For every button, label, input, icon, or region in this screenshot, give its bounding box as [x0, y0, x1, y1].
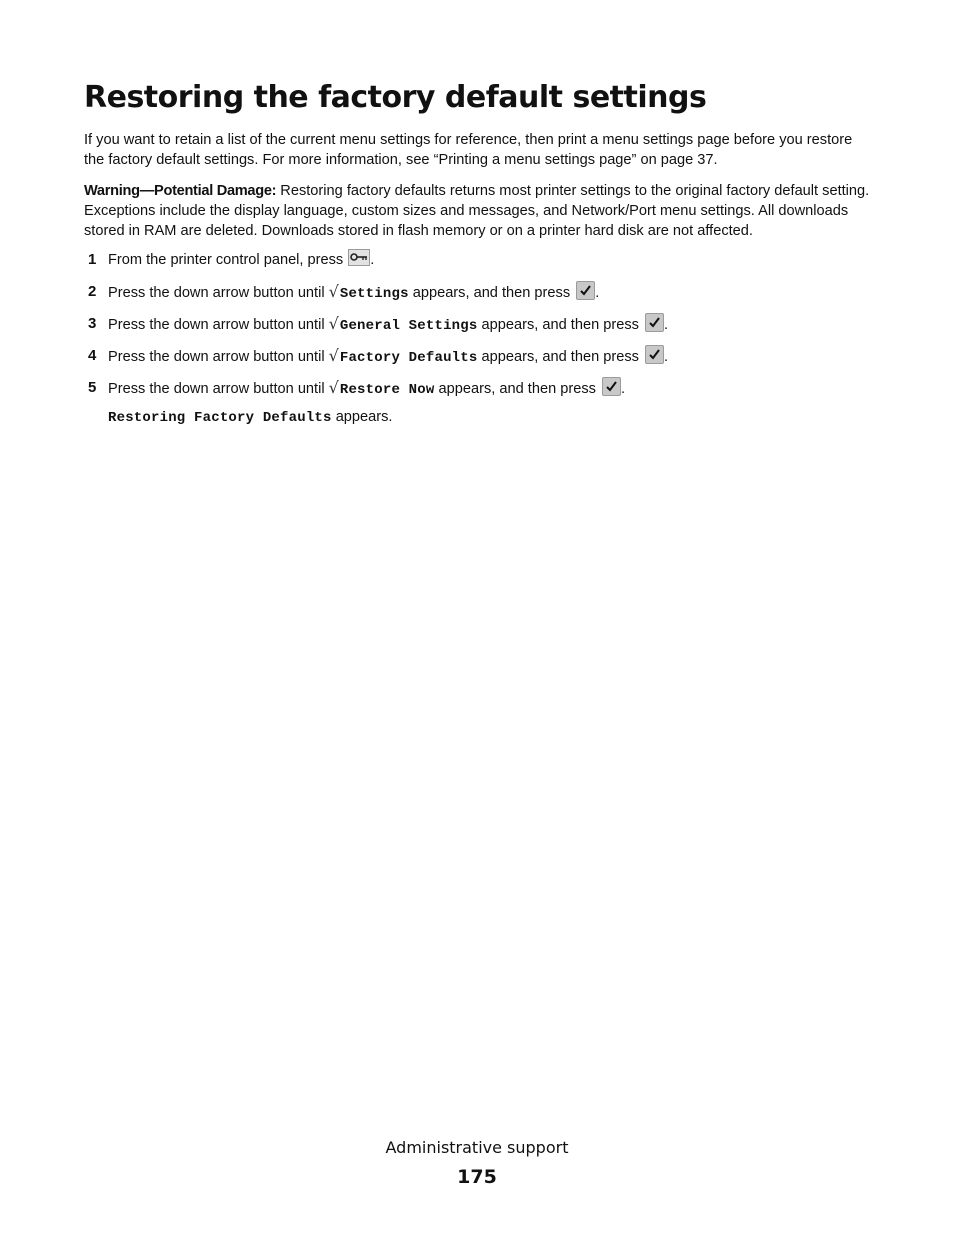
step-number: 1	[88, 251, 97, 268]
footer-section-name: Administrative support	[385, 1138, 569, 1157]
step-3: 3 Press the down arrow button until √General Settings appears, and then press .	[88, 314, 669, 334]
intro-paragraph: If you want to retain a list of the current menu settings for reference, then print a menu settings page before you restore the factory default settings. For more information, see “Printing a menu settings page” on page 37.	[84, 132, 853, 168]
menu-option: Restore Now	[339, 382, 435, 398]
check-marker-icon: √	[328, 314, 339, 333]
menu-option: General Settings	[339, 318, 478, 334]
select-check-icon	[645, 345, 664, 364]
menu-option: Settings	[339, 286, 409, 302]
step-number: 3	[88, 315, 97, 332]
result-suffix: appears.	[331, 409, 393, 425]
check-marker-icon: √	[328, 378, 339, 397]
warning-label: Warning—Potential Damage:	[84, 183, 277, 199]
page-number: 175	[457, 1166, 497, 1188]
select-check-icon	[576, 281, 595, 300]
step-suffix: appears, and then press	[477, 317, 643, 333]
step-text: From the printer control panel, press	[108, 252, 348, 268]
select-check-icon	[602, 377, 621, 396]
page-title: Restoring the factory default settings	[84, 80, 707, 115]
select-check-icon	[645, 313, 664, 332]
step-prefix: Press the down arrow button until	[108, 381, 329, 397]
step-number: 5	[88, 379, 97, 396]
check-marker-icon: √	[328, 346, 339, 365]
result-line	[108, 406, 393, 429]
step-suffix: appears, and then press	[434, 381, 600, 397]
step-4: 4 Press the down arrow button until √Factory Defaults appears, and then press .	[88, 346, 669, 366]
menu-option: Factory Defaults	[339, 350, 478, 366]
step-number: 4	[88, 347, 97, 364]
step-suffix: appears, and then press	[408, 285, 575, 301]
step-suffix: appears, and then press	[477, 349, 643, 365]
steps-list	[84, 249, 874, 409]
step-prefix: Press the down arrow button until	[108, 285, 329, 301]
warning-text: Restoring factory defaults returns most printer settings to the original factory default setting. Exceptions include the display language, custom sizes and messages, and Network/Port menu settings. All downloads stored in RAM are deleted. Downloads stored in flash memory or on a printer hard disk are not affected.	[84, 183, 870, 239]
step-2: 2 Press the down arrow button until √Settings appears, and then press .	[88, 282, 600, 302]
step-prefix: Press the down arrow button until	[108, 349, 329, 365]
check-marker-icon: √	[328, 282, 339, 301]
step-5: 5 Press the down arrow button until √Restore Now appears, and then press .	[88, 378, 626, 398]
step-1: 1 From the printer control panel, press .	[84, 249, 874, 281]
step-number: 2	[88, 283, 97, 300]
result-message: Restoring Factory Defaults	[108, 410, 332, 426]
step-prefix: Press the down arrow button until	[108, 317, 329, 333]
menu-key-icon	[348, 249, 370, 266]
warning-paragraph	[84, 181, 874, 241]
